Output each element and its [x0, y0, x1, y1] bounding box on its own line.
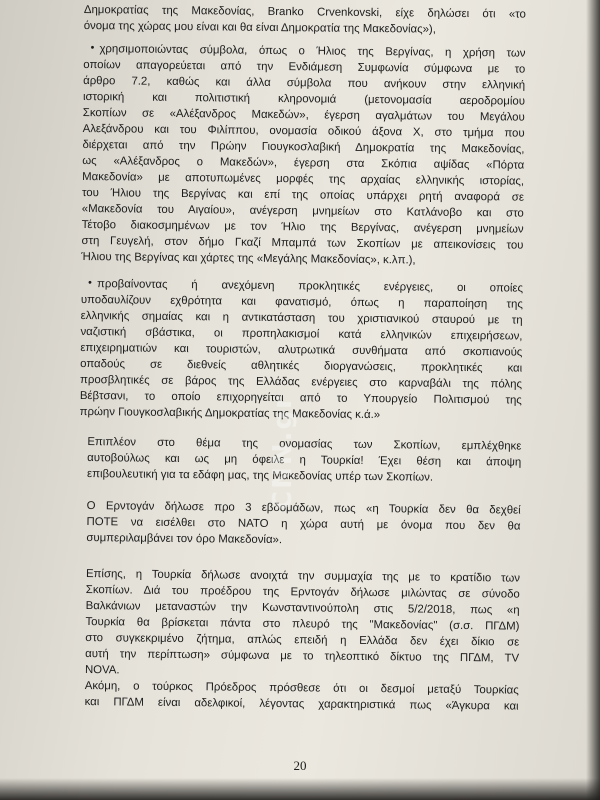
text-line: Σκοπίων. Διά του προέδρου της Ερντογάν δήλωσε μιλώντας σε σύνοδο [85, 584, 520, 601]
bullet-icon: • [89, 43, 96, 55]
text-line: ελληνικής σημαίας και η αντικατάσταση του χριστιανικού σταυρού με τη [80, 309, 523, 327]
watermark: CNN.gr [268, 394, 298, 510]
text-line: Επιπλέον στο θέμα της ονομασίας των Σκοπίων, εμπλέχθηκε [87, 436, 522, 453]
text-line: Ακόμη, ο τούρκος Πρόεδρος πρόσθεσε ότι οι δεσμοί μεταξύ Τουρκίας [84, 680, 519, 697]
text-line: οποίων απαγορεύεται από την Ενδιάμεση Συμφωνία σύμφωνα με το [83, 58, 526, 76]
text-line: χρησιμοποιώντας σύμβολα, όπως ο Ήλιος της Βεργίνας, η χρήση των [99, 43, 526, 60]
text-line: συμπεριλαμβάνει τον όρο Μακεδονία». [86, 532, 283, 547]
text-line: ιστορική και πολιτιστική κληρονομιά (μετονομασία αεροδρομίου [82, 90, 526, 108]
text-line: Δημοκρατίας της Μακεδονίας, Branko Crvenkovski, είχε δηλώσει ότι «το [83, 3, 526, 21]
text-line: Βέβτσανι, το οποίο επιχορηγείται από το Υπουργείο Πολιτισμού της [79, 389, 522, 407]
text-line: Τουρκία θα βρίσκεται πάντα στο πλευρό της "Μακεδονίας" (σ.σ. ΠΓΔΜ) [85, 616, 520, 633]
text-line: Βαλκάνιων μεταναστών την Κωνσταντινούπολη στις 5/2/2018, πως «η [85, 600, 520, 617]
text-line: αυτοβούλως και ως μη όφειλε η Τουρκία! Έχει θέση και άποψη [87, 452, 522, 469]
text-line: ως «Αλέξανδρος ο Μακεδών», έγερση στα Σκόπια αψίδας «Πόρτα [82, 154, 525, 172]
text-line: προβαίνοντας ή ανεχόμενη προκλητικές ενέργειες, οι οποίες [96, 278, 524, 295]
text-line: Ο Ερντογάν δήλωσε προ 3 εβδομάδων, πως «η Τουρκία δεν θα δεχθεί [86, 500, 521, 517]
page-number: 20 [293, 758, 307, 773]
page-bottom-shadow [0, 778, 600, 800]
text-line: Τέτοβο διακοσμημένων με τον Ήλιο της Βεργίνας, ανέγερση μνημείων [81, 218, 524, 236]
text-line: «Μακεδονία του Αιγαίου», ανέγερση μνημείων στο Κατλάνοβο και στο [81, 202, 524, 220]
text-line: του Ήλιου της Βεργίνας και επί της οποίας υπάρχει ρητή αναφορά σε [81, 186, 525, 204]
text-line: επιχειρηματιών και τουριστών, αλυτρωτικά συνθήματα από σκοπιανούς [80, 341, 523, 359]
bullet-icon: • [86, 278, 93, 290]
text-line: Μακεδονία» με αποτυπωμένες μορφές της αρχαίας ελληνικής ιστορίας, [82, 170, 525, 188]
text-line: στη Γευγελή, στον δήμο Γκαζί Μπαμπά των Σκοπίων με απεικονίσεις του [81, 234, 524, 252]
text-line: NOVA. [84, 664, 120, 677]
text-line: πρώην Γιουγκοσλαβικής Δημοκρατίας της Μακεδονίας κ.ά.» [79, 405, 381, 422]
text-line: στο συγκεκριμένο ζήτημα, απλώς επειδή η Ελλάδα δεν έχει δίκιο σε [85, 632, 520, 649]
text-line: και ΠΓΔΜ είναι αδελφικοί, λέγοντας χαρακτηριστικά πως «Άγκυρα και [84, 696, 519, 713]
text-line: οπαδούς σε διεθνείς αθλητικές διοργανώσεις, προκλητικές και [80, 357, 523, 375]
text-line: ναζιστική σβάστικα, οι προπηλακισμοί κατά ελληνικών επιχειρήσεων, [80, 325, 523, 343]
text-line: υποδαυλίζουν εχθρότητα και φανατισμό, όπως η παραποίηση της [80, 293, 523, 311]
text-line: ΠΟΤΕ να εισέλθει στο ΝΑΤΟ η χώρα αυτή με όνομα που δεν θα [86, 516, 521, 533]
text-line: Ήλιου της Βεργίνας και χάρτες της «Μεγάλης Μακεδονίας», κ.λπ.), [81, 250, 416, 267]
text-line: επιβουλευτική για τα εδάφη μας, της Μακεδονίας υπέρ των Σκοπίων. [86, 468, 434, 484]
text-line: Επίσης, η Τουρκία δήλωσε ανοιχτά την συμμαχία της με το κρατίδιο των [85, 568, 521, 585]
text-line: Σκοπίων σε «Αλέξανδρος Μακεδών», έγερση αγαλμάτων του Μεγάλου [82, 106, 525, 124]
text-line: αυτή την περίπτωση» σύμφωνα με το τηλεοπτικό δίκτυο της ΠΓΔΜ, TV [85, 648, 520, 665]
text-line: προσβλητικές σε βάρος της Ελλάδας ενέργειες στο καρναβάλι της πόλης [79, 373, 523, 391]
text-line: άρθρο 7.2, καθώς και άλλα σύμβολα που ανήκουν στην ελληνική [83, 74, 526, 92]
text-line: Αλεξάνδρου και του Φιλίππου, ονομασία οδικού άξονα Χ, στο τμήμα που [82, 122, 525, 140]
text-line: διέρχεται από την Πρώην Γιουγκοσλαβική Δημοκρατία της Μακεδονίας, [82, 138, 525, 156]
text-line: όνομα της χώρας μου είναι και θα είναι Δημοκρατία της Μακεδονίας»), [83, 19, 436, 36]
page-edge-shadow [586, 0, 600, 800]
